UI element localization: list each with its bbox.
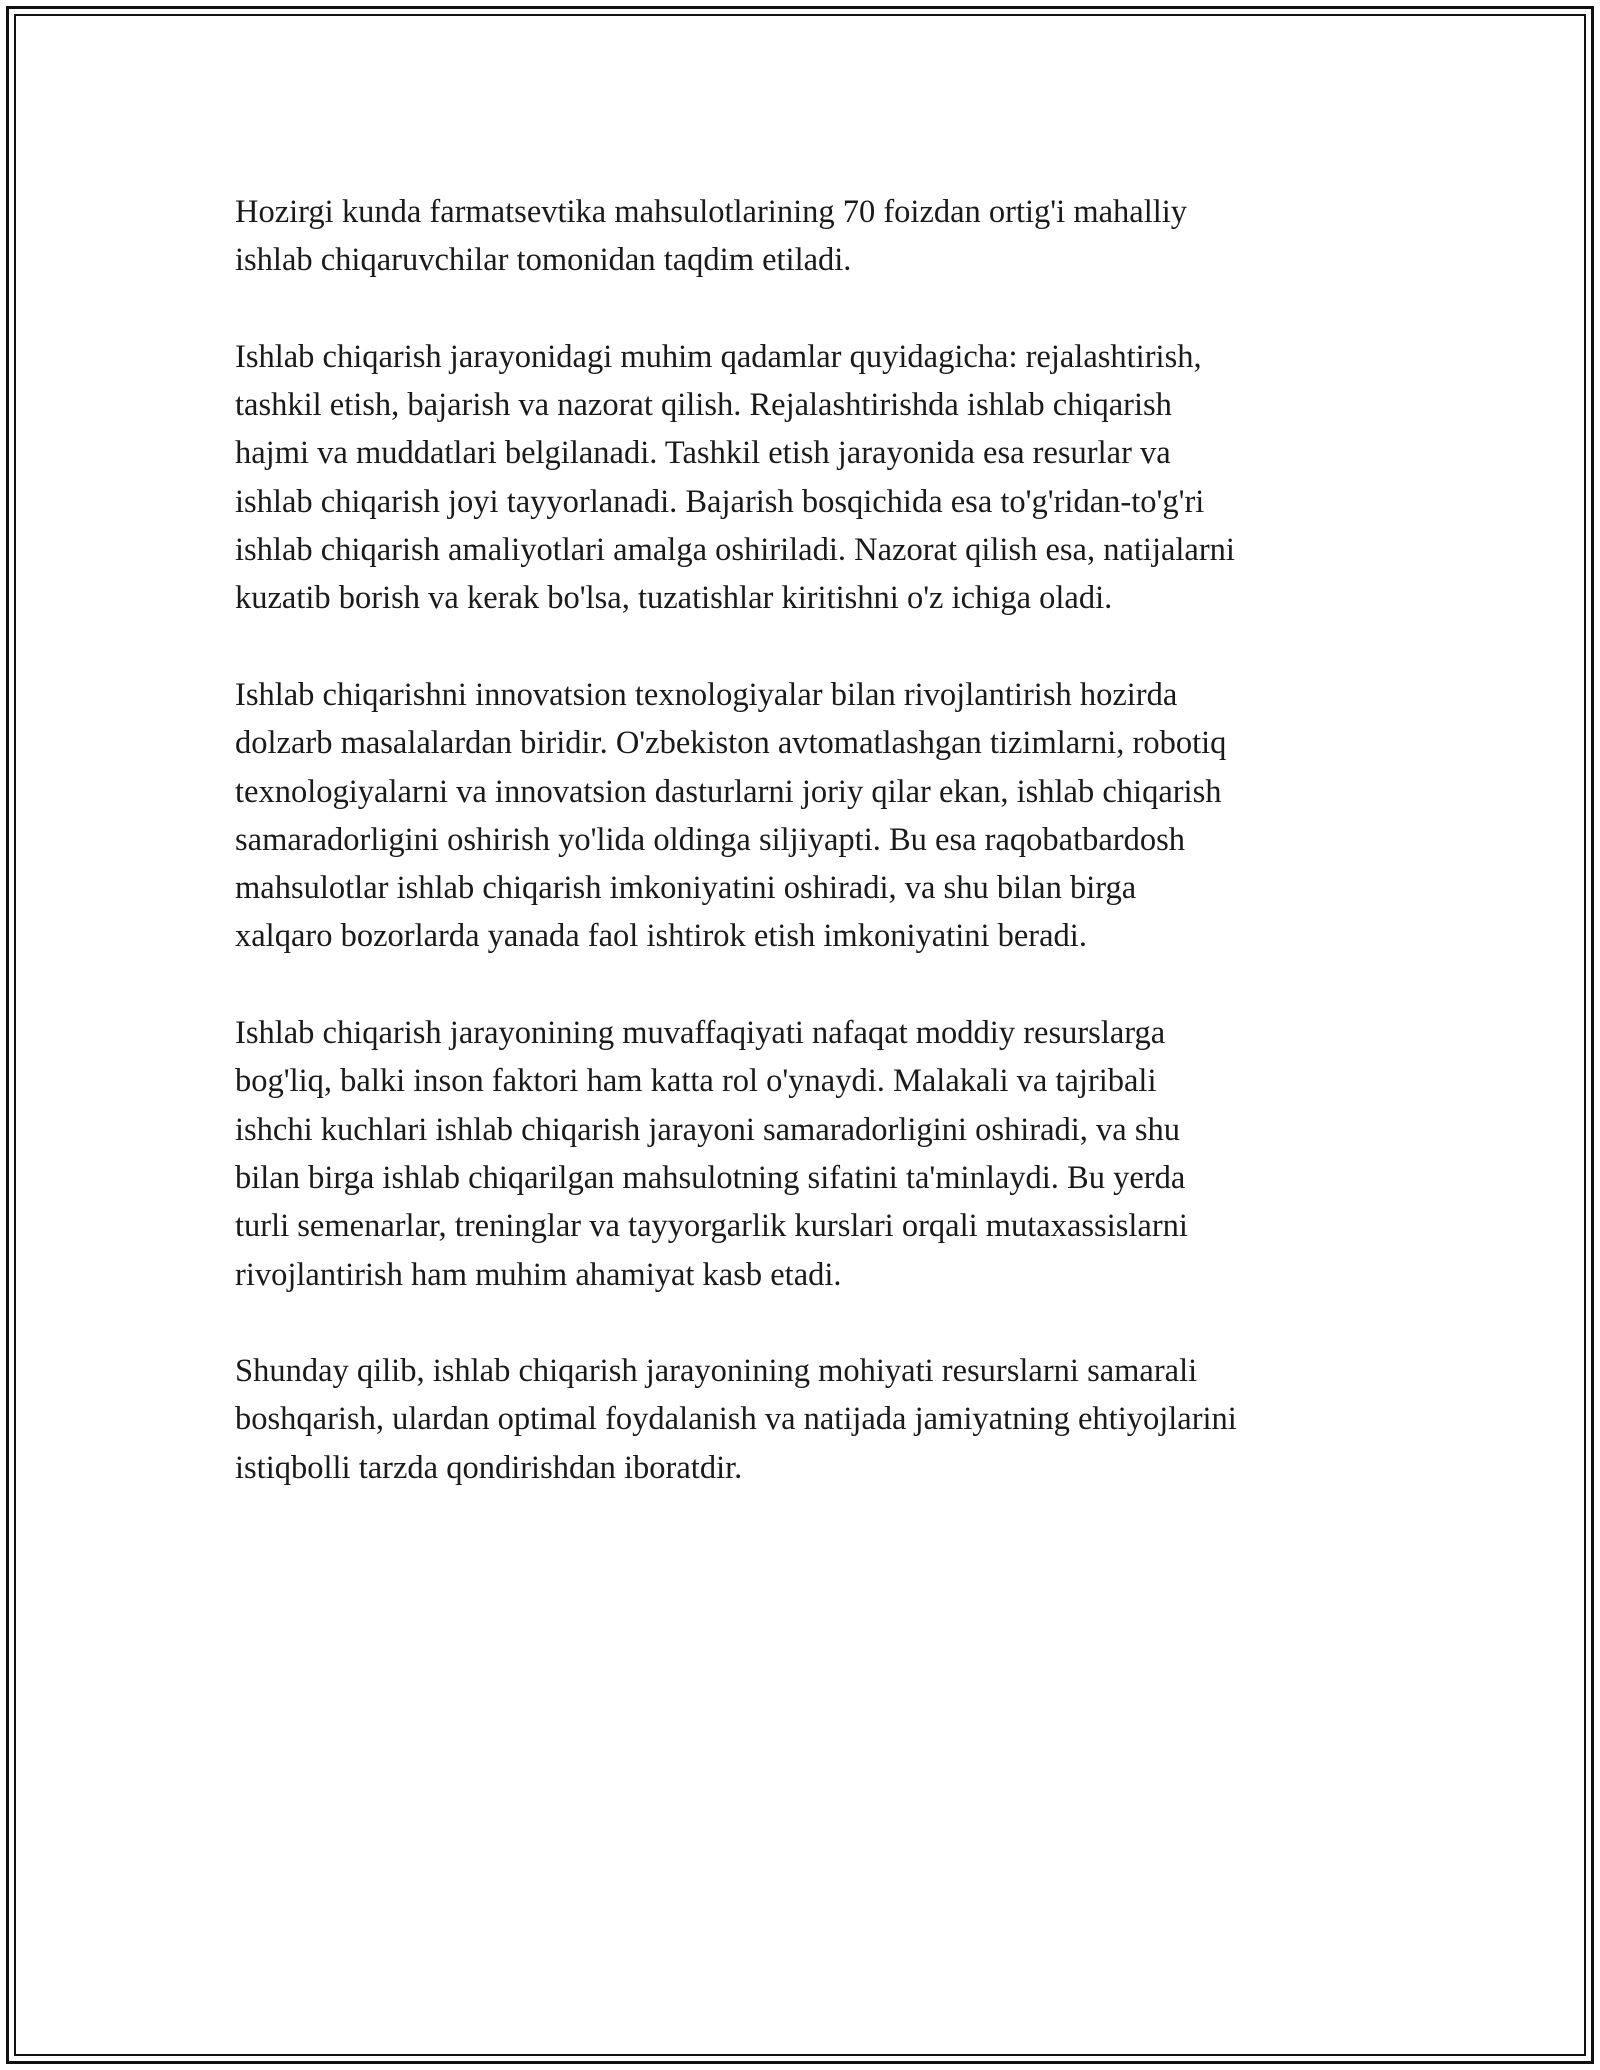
line: ishlab chiqaruvchilar tomonidan taqdim etiladi. [235, 242, 852, 279]
line: Shunday qilib, ishlab chiqarish jarayonining mohiyati resurslarni samarali [235, 1353, 1198, 1390]
line: ishlab chiqarish joyi tayyorlanadi. Bajarish bosqichida esa to'g'ridan-to'g'ri [235, 483, 1205, 520]
line: istiqbolli tarzda qondirishdan iboratdir. [235, 1449, 743, 1486]
line: boshqarish, ulardan optimal foydalanish va natijada jamiyatning ehtiyojlarini [235, 1401, 1237, 1438]
paragraph-5 [235, 1347, 1375, 1492]
line: kuzatib borish va kerak bo'lsa, tuzatishlar kiritishni o'z ichiga oladi. [235, 580, 1113, 617]
line: samaradorligini oshirish yo'lida oldinga siljiyapti. Bu esa raqobatbardosh [235, 821, 1185, 858]
line: turli semenarlar, treninglar va tayyorgarlik kurslari orqali mutaxassislarni [235, 1208, 1188, 1245]
line: texnologiyalarni va innovatsion dasturlarni joriy qilar ekan, ishlab chiqarish [235, 773, 1222, 810]
line: mahsulotlar ishlab chiqarish imkoniyatini oshiradi, va shu bilan birga [235, 870, 1137, 907]
line: ishchi kuchlari ishlab chiqarish jarayoni samaradorligini oshiradi, va shu [235, 1111, 1180, 1148]
line: Ishlab chiqarish jarayonidagi muhim qadamlar quyidagicha: rejalashtirish, [235, 338, 1202, 375]
line: Hozirgi kunda farmatsevtika mahsulotlarining 70 foizdan ortig'i mahalliy [235, 194, 1188, 230]
line: xalqaro bozorlarda yanada faol ishtirok etish imkoniyatini beradi. [235, 918, 1087, 955]
line: tashkil etish, bajarish va nazorat qilish. Rejalashtirishda ishlab chiqarish [235, 387, 1172, 424]
line: bog'liq, balki inson faktori ham katta rol o'ynaydi. Malakali va tajribali [235, 1063, 1157, 1100]
line: dolzarb masalalardan biridir. O'zbekiston avtomatlashgan tizimlarni, robotiq [235, 725, 1227, 762]
paragraph-1 [235, 188, 1375, 285]
line: Ishlab chiqarishni innovatsion texnologiyalar bilan rivojlantirish hozirda [235, 676, 1178, 713]
line: ishlab chiqarish amaliyotlari amalga oshiriladi. Nazorat qilish esa, natijalarni [235, 532, 1235, 569]
paragraph-4 [235, 1009, 1375, 1299]
document-body [235, 188, 1375, 1540]
paragraph-3 [235, 671, 1375, 961]
line: bilan birga ishlab chiqarilgan mahsulotning sifatini ta'minlaydi. Bu yerda [235, 1159, 1186, 1196]
line: rivojlantirish ham muhim ahamiyat kasb etadi. [235, 1256, 842, 1293]
paragraph-2 [235, 333, 1375, 623]
line: Ishlab chiqarish jarayonining muvaffaqiyati nafaqat moddiy resurslarga [235, 1015, 1166, 1052]
line: hajmi va muddatlari belgilanadi. Tashkil etish jarayonida esa resurlar va [235, 435, 1171, 472]
